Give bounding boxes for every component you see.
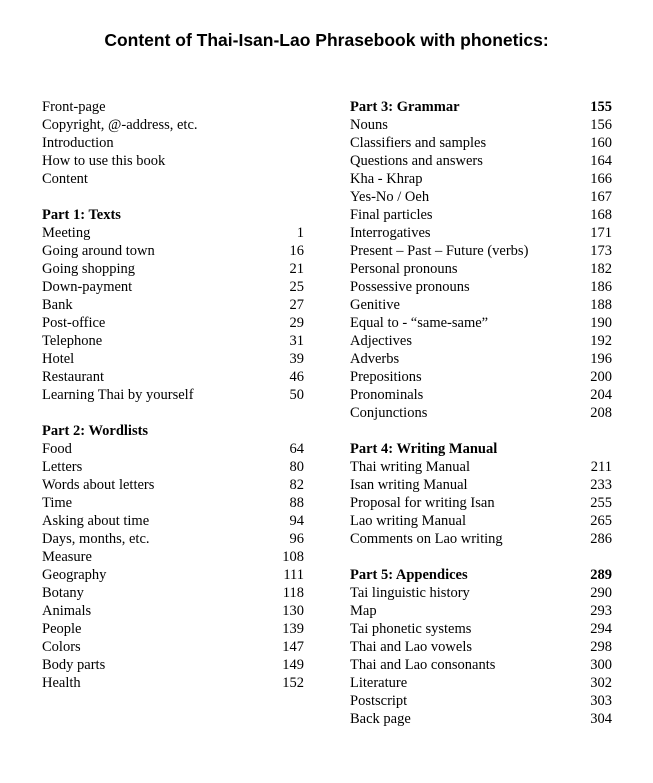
toc-entry-label-health: Health xyxy=(42,675,81,691)
toc-entry[interactable] xyxy=(350,494,612,512)
toc-entry[interactable] xyxy=(350,296,612,314)
toc-entry[interactable] xyxy=(42,98,304,116)
toc-entry[interactable] xyxy=(42,386,304,404)
toc-entry-page-number: 168 xyxy=(590,207,612,223)
toc-entry-page-number: 149 xyxy=(282,657,304,673)
toc-entry-label-map: Map xyxy=(350,603,377,619)
toc-entry-page-number: 46 xyxy=(289,369,304,385)
toc-entry[interactable] xyxy=(42,638,304,656)
toc-entry-page-number: 290 xyxy=(590,585,612,601)
toc-column-right xyxy=(350,98,612,728)
toc-entry-page-number: 50 xyxy=(289,387,304,403)
toc-entry-label-yes-no-oeh: Yes-No / Oeh xyxy=(350,189,430,205)
toc-entry[interactable] xyxy=(350,620,612,638)
toc-entry[interactable] xyxy=(350,242,612,260)
toc-entry[interactable] xyxy=(350,458,612,476)
toc-entry[interactable] xyxy=(350,602,612,620)
toc-entry[interactable] xyxy=(42,242,304,260)
toc-entry-label-kha-khrap: Kha - Khrap xyxy=(350,171,423,187)
toc-entry-page-number: 300 xyxy=(590,657,612,673)
toc-entry-page-number: 196 xyxy=(590,351,612,367)
toc-section xyxy=(350,98,612,422)
toc-entry-label-part-4-writing-manual: Part 4: Writing Manual xyxy=(350,441,498,457)
toc-entry-label-part-2-wordlists: Part 2: Wordlists xyxy=(42,423,149,439)
toc-section-heading[interactable] xyxy=(350,566,612,584)
toc-entry[interactable] xyxy=(350,638,612,656)
toc-entry[interactable] xyxy=(350,512,612,530)
toc-entry-label-lao-writing-manual: Lao writing Manual xyxy=(350,513,466,529)
toc-entry-label-genitive: Genitive xyxy=(350,297,400,313)
toc-entry-label-part-3-grammar: Part 3: Grammar xyxy=(350,99,460,115)
toc-entry-label-possessive-pronouns: Possessive pronouns xyxy=(350,279,470,295)
toc-entry[interactable] xyxy=(42,566,304,584)
toc-entry-label-questions-and-answers: Questions and answers xyxy=(350,153,483,169)
toc-entry-label-thai-and-lao-vowels: Thai and Lao vowels xyxy=(350,639,473,655)
toc-entry-page-number: 16 xyxy=(289,243,304,259)
toc-section xyxy=(350,566,612,728)
toc-entry-label-literature: Literature xyxy=(350,675,408,691)
toc-entry[interactable] xyxy=(350,260,612,278)
toc-entry-page-number: 25 xyxy=(289,279,304,295)
toc-entry-page-number: 204 xyxy=(590,387,612,403)
toc-entry-page-number: 27 xyxy=(289,297,304,313)
toc-entry-page-number: 188 xyxy=(590,297,612,313)
toc-entry-label-body-parts: Body parts xyxy=(42,657,106,673)
toc-entry[interactable] xyxy=(350,674,612,692)
toc-entry[interactable] xyxy=(350,710,612,728)
toc-entry-page-number: 286 xyxy=(590,531,612,547)
toc-section-heading[interactable] xyxy=(42,422,304,440)
toc-section xyxy=(42,98,304,188)
toc-entry-page-number: 167 xyxy=(590,189,612,205)
toc-entry-label-animals: Animals xyxy=(42,603,92,619)
toc-entry-page-number: 21 xyxy=(289,261,304,277)
toc-entry[interactable] xyxy=(42,368,304,386)
toc-entry-label-classifiers-and-samples: Classifiers and samples xyxy=(350,135,487,151)
toc-entry-label-present-past-future-verbs: Present – Past – Future (verbs) xyxy=(350,243,529,259)
toc-entry-label-back-page: Back page xyxy=(350,711,411,727)
toc-section-heading[interactable] xyxy=(42,206,304,224)
toc-entry-label-tai-phonetic-systems: Tai phonetic systems xyxy=(350,621,472,637)
toc-entry-label-learning-thai-by-yourself: Learning Thai by yourself xyxy=(42,387,194,403)
toc-entry[interactable] xyxy=(42,476,304,494)
toc-entry-label-final-particles: Final particles xyxy=(350,207,433,223)
toc-entry[interactable] xyxy=(350,692,612,710)
toc-entry[interactable] xyxy=(42,152,304,170)
toc-entry-label-interrogatives: Interrogatives xyxy=(350,225,431,241)
toc-entry-label-conjunctions: Conjunctions xyxy=(350,405,428,421)
toc-entry-label-days-months-etc: Days, months, etc. xyxy=(42,531,150,547)
toc-entry[interactable] xyxy=(350,404,612,422)
toc-entry-label-thai-and-lao-consonants: Thai and Lao consonants xyxy=(350,657,496,673)
toc-entry[interactable] xyxy=(42,494,304,512)
toc-entry-page-number: 171 xyxy=(590,225,612,241)
toc-entry[interactable] xyxy=(42,440,304,458)
toc-entry-page-number: 200 xyxy=(590,369,612,385)
toc-entry[interactable] xyxy=(350,584,612,602)
toc-entry[interactable] xyxy=(42,548,304,566)
toc-entry[interactable] xyxy=(42,224,304,242)
toc-entry-page-number: 130 xyxy=(282,603,304,619)
toc-section-heading[interactable] xyxy=(350,98,612,116)
toc-entry[interactable] xyxy=(350,386,612,404)
toc-entry-label-food: Food xyxy=(42,441,72,457)
toc-entry[interactable] xyxy=(42,530,304,548)
toc-entry-label-post-office: Post-office xyxy=(42,315,106,331)
toc-entry[interactable] xyxy=(350,350,612,368)
toc-entry-page-number: 233 xyxy=(590,477,612,493)
toc-entry-label-introduction: Introduction xyxy=(42,135,114,151)
toc-entry-label-part-5-appendices: Part 5: Appendices xyxy=(350,567,468,583)
toc-section xyxy=(42,422,304,692)
toc-entry[interactable] xyxy=(42,260,304,278)
toc-entry-label-geography: Geography xyxy=(42,567,107,583)
toc-entry-page-number: 173 xyxy=(590,243,612,259)
toc-entry-page-number: 64 xyxy=(289,441,304,457)
toc-entry[interactable] xyxy=(350,278,612,296)
toc-entry-label-colors: Colors xyxy=(42,639,81,655)
toc-entry-page-number: 39 xyxy=(289,351,304,367)
toc-entry-label-pronominals: Pronominals xyxy=(350,387,424,403)
toc-section xyxy=(42,206,304,404)
toc-entry-page-number: 94 xyxy=(289,513,304,529)
toc-entry-label-tai-linguistic-history: Tai linguistic history xyxy=(350,585,470,601)
toc-entry[interactable] xyxy=(42,314,304,332)
toc-entry-page-number: 88 xyxy=(289,495,304,511)
toc-entry[interactable] xyxy=(350,368,612,386)
toc-entry-label-nouns: Nouns xyxy=(350,117,388,133)
toc-entry-page-number: 289 xyxy=(590,567,612,583)
toc-entry[interactable] xyxy=(42,512,304,530)
toc-entry-page-number: 156 xyxy=(590,117,612,133)
toc-entry-label-proposal-for-writing-isan: Proposal for writing Isan xyxy=(350,495,495,511)
toc-entry[interactable] xyxy=(42,296,304,314)
toc-entry-label-going-around-town: Going around town xyxy=(42,243,155,259)
toc-entry-page-number: 164 xyxy=(590,153,612,169)
toc-entry-page-number: 152 xyxy=(282,675,304,691)
toc-entry-label-meeting: Meeting xyxy=(42,225,91,241)
toc-entry[interactable] xyxy=(350,188,612,206)
toc-entry-page-number: 265 xyxy=(590,513,612,529)
toc-entry[interactable] xyxy=(42,458,304,476)
toc-entry-label-front-page: Front-page xyxy=(42,99,106,115)
toc-entry[interactable] xyxy=(42,620,304,638)
toc-entry-page-number: 303 xyxy=(590,693,612,709)
toc-entry-label-copyright-address-etc: Copyright, @-address, etc. xyxy=(42,117,198,133)
toc-entry-label-thai-writing-manual: Thai writing Manual xyxy=(350,459,471,475)
toc-entry-page-number: 208 xyxy=(590,405,612,421)
toc-entry[interactable] xyxy=(42,278,304,296)
toc-entry-page-number: 298 xyxy=(590,639,612,655)
toc-entry[interactable] xyxy=(42,134,304,152)
toc-entry-page-number: 182 xyxy=(590,261,612,277)
toc-entry-page-number: 190 xyxy=(590,315,612,331)
toc-entry-label-prepositions: Prepositions xyxy=(350,369,422,385)
toc-entry[interactable] xyxy=(42,602,304,620)
toc-entry[interactable] xyxy=(42,332,304,350)
toc-entry-page-number: 304 xyxy=(590,711,612,727)
toc-entry-label-restaurant: Restaurant xyxy=(42,369,105,385)
toc-entry[interactable] xyxy=(42,656,304,674)
toc-entry[interactable] xyxy=(42,584,304,602)
toc-entry[interactable] xyxy=(350,224,612,242)
toc-entry-page-number: 293 xyxy=(590,603,612,619)
toc-entry-page-number: 166 xyxy=(590,171,612,187)
toc-entry-page-number: 155 xyxy=(590,99,612,115)
toc-entry-page-number: 108 xyxy=(282,549,304,565)
toc-entry[interactable] xyxy=(350,314,612,332)
toc-entry[interactable] xyxy=(350,152,612,170)
toc-entry-label-content: Content xyxy=(42,171,88,187)
toc-entry-label-personal-pronouns: Personal pronouns xyxy=(350,261,458,277)
toc-entry-label-part-1-texts: Part 1: Texts xyxy=(42,207,121,223)
toc-entry-label-postscript: Postscript xyxy=(350,693,408,709)
toc-entry-label-comments-on-lao-writing: Comments on Lao writing xyxy=(350,531,503,547)
toc-entry-label-time: Time xyxy=(42,495,73,511)
toc-entry-label-isan-writing-manual: Isan writing Manual xyxy=(350,477,468,493)
toc-entry-label-asking-about-time: Asking about time xyxy=(42,513,150,529)
toc-entry[interactable] xyxy=(42,350,304,368)
toc-entry-page-number: 160 xyxy=(590,135,612,151)
toc-entry-page-number: 192 xyxy=(590,333,612,349)
toc-entry-page-number: 80 xyxy=(289,459,304,475)
toc-entry-page-number: 31 xyxy=(289,333,304,349)
toc-entry-label-adjectives: Adjectives xyxy=(350,333,413,349)
toc-entry-label-letters: Letters xyxy=(42,459,83,475)
toc-entry-page-number: 211 xyxy=(590,459,612,475)
toc-entry-label-hotel: Hotel xyxy=(42,351,75,367)
toc-entry-page-number: 302 xyxy=(590,675,612,691)
toc-entry-page-number: 111 xyxy=(283,567,304,583)
toc-entry-page-number: 255 xyxy=(590,495,612,511)
toc-entry-label-botany: Botany xyxy=(42,585,84,601)
toc-entry[interactable] xyxy=(350,332,612,350)
toc-entry-page-number: 139 xyxy=(282,621,304,637)
toc-column-left xyxy=(42,98,304,692)
toc-entry[interactable] xyxy=(350,206,612,224)
toc-entry[interactable] xyxy=(350,530,612,548)
toc-entry[interactable] xyxy=(42,170,304,188)
toc-entry-label-telephone: Telephone xyxy=(42,333,103,349)
toc-entry-page-number: 147 xyxy=(282,639,304,655)
toc-entry[interactable] xyxy=(350,656,612,674)
toc-entry-page-number: 82 xyxy=(289,477,304,493)
toc-entry-label-how-to-use-this-book: How to use this book xyxy=(42,153,166,169)
toc-section-heading[interactable] xyxy=(350,440,612,458)
toc-entry-page-number: 1 xyxy=(296,225,304,241)
toc-entry-label-measure: Measure xyxy=(42,549,92,565)
toc-entry[interactable] xyxy=(350,170,612,188)
toc-section xyxy=(350,440,612,548)
toc-entry-page-number: 29 xyxy=(289,315,304,331)
toc-entry-page-number: 186 xyxy=(590,279,612,295)
toc-entry-page-number: 294 xyxy=(590,621,612,637)
toc-entry-page-number: 96 xyxy=(289,531,304,547)
toc-entry-label-down-payment: Down-payment xyxy=(42,279,133,295)
toc-entry[interactable] xyxy=(350,116,612,134)
toc-entry-label-adverbs: Adverbs xyxy=(350,351,400,367)
toc-entry-label-words-about-letters: Words about letters xyxy=(42,477,155,493)
toc-entry[interactable] xyxy=(42,674,304,692)
toc-entry-label-going-shopping: Going shopping xyxy=(42,261,136,277)
toc-entry-label-equal-to-same-same: Equal to - “same-same” xyxy=(350,315,489,331)
toc-entry-page-number: 118 xyxy=(282,585,304,601)
toc-entry[interactable] xyxy=(350,134,612,152)
toc-entry[interactable] xyxy=(350,476,612,494)
toc-entry[interactable] xyxy=(42,116,304,134)
toc-entry-label-people: People xyxy=(42,621,82,637)
toc-entry-label-bank: Bank xyxy=(42,297,73,313)
page-title: Content of Thai-Isan-Lao Phrasebook with phonetics: xyxy=(104,30,549,50)
